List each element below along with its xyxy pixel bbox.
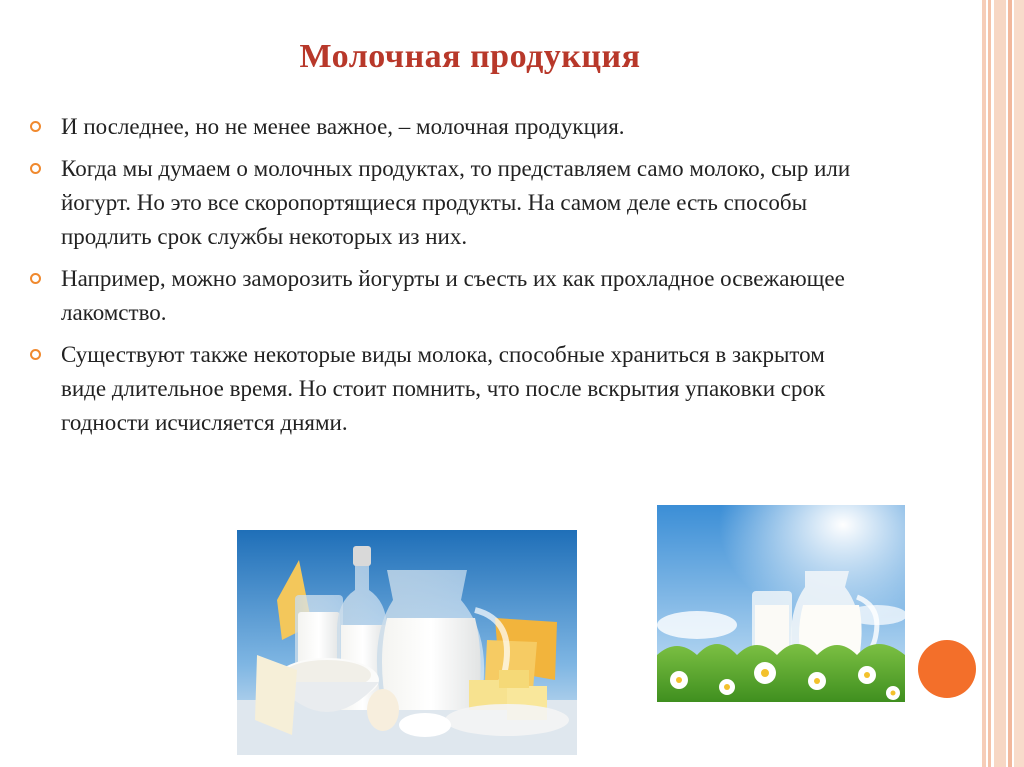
bullet-ring-icon xyxy=(30,349,41,360)
accent-circle xyxy=(918,640,976,698)
bullet-item xyxy=(28,152,858,254)
bullet-text: Существуют также некоторые виды молока, способные храниться в закрытом виде длительное время. Но стоит помнить, что после вскрытия упаковки срок годности исчисляется днями. xyxy=(61,342,826,435)
decor-stripe xyxy=(994,0,1006,767)
bullet-ring-icon xyxy=(30,121,41,132)
decor-stripe xyxy=(988,0,991,767)
decor-stripe xyxy=(982,0,986,767)
bullet-text: Когда мы думаем о молочных продуктах, то представляем само молоко, сыр или йогурт. Но это все скоропортящиеся продукты. На самом деле есть способы продлить срок службы некоторых из них. xyxy=(61,156,851,249)
bullet-item xyxy=(28,338,858,440)
decor-stripe xyxy=(1014,0,1024,767)
dairy-products-photo xyxy=(237,530,577,755)
bullet-text: И последнее, но не менее важное, – молочная продукция. xyxy=(61,114,625,139)
bullet-text: Например, можно заморозить йогурты и съесть их как прохладное освежающее лакомство. xyxy=(61,266,845,325)
decor-stripe xyxy=(1008,0,1012,767)
slide-title: Молочная продукция xyxy=(299,38,641,75)
bullet-ring-icon xyxy=(30,273,41,284)
milk-jug-in-meadow-photo xyxy=(657,505,905,702)
bullet-item xyxy=(28,262,858,330)
bullet-ring-icon xyxy=(30,163,41,174)
bullet-list xyxy=(28,110,858,448)
bullet-item xyxy=(28,110,858,144)
